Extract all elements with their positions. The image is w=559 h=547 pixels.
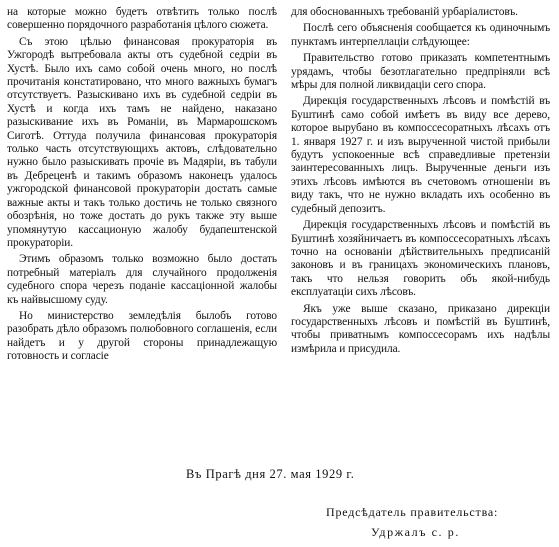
paragraph: на которые можно будетъ отвѣтить только послѣ совершенно порядочного разработанія цѣлого сюжета.	[7, 6, 277, 32]
date-line: Въ Прагѣ дня 27. мая 1929 г.	[186, 467, 355, 481]
paragraph: для обоснованныхъ требованій урбаріалистовъ.	[291, 6, 518, 18]
paragraph: Послѣ сего объясненія сообщается къ одиночнымъ пунктамъ интерпеллаціи слѣдующее:	[291, 22, 550, 48]
paragraph: Дирекція государственныхъ лѣсовъ и помѣстій въ Буштинѣ само собой имѣетъ въ виду все дерево, которое вырубано въ компоссесоратныхъ лѣсахъ отъ 1. января 1927 г. и изъ вырученной чистой прибыли будутъ успокоенные всѣ справедливые претензіи заинтересованныхъ лицъ. Вырученные деньги изъ этихъ лѣсовъ имѣются въ счетовомъ отношеніи въ виду такъ, что не нужно вкладать ихъ особенно въ судебный депозитъ.	[291, 95, 550, 215]
signature-title: Предсѣдатель правительства:	[326, 505, 499, 519]
paragraph: Правительство готово приказать компетентнымъ урядамъ, чтобы безотлагательно предпріняли всѣ мѣры для полной ликвидаціи сего спора.	[291, 52, 550, 92]
paragraph: Съ этою цѣлью финансовая прокураторія въ Ужгородѣ вытребовала акты отъ судебной седріи въ Хустѣ. Было ихъ само собой очень много, но послѣ прочитанія констатировано, что много важныхъ бумагъ отсутствуетъ. Разыскивано ихъ въ судебной седріи въ Хустѣ и когда ихъ тамъ не найдено, наказано разыскивание ихъ въ Романіи, въ Мармарошскомъ Сиготѣ. Оттуда получила финансовая прокураторія только часть отсутствующихъ актовъ, слѣдовательно нужно было разыскивать прочіе въ Мадяріи, въ табули въ Дебреценѣ и такимъ образомъ наконецъ удалось ужгородской финансовой прокураторіи достать самые важные акты и такъ только достичь не только связного обозрѣнія, но тоже достать до рукъ также эту выше упомянутую кассационую жалобу будапештенской прокураторіи.	[7, 35, 277, 249]
paragraph: Этимъ образомъ только возможно было достать потребный матеріалъ для случайного продолженія судебного спора черезъ поданіе кассаціонной жалобы къ найвысшому суду.	[7, 253, 277, 306]
paragraph: Дирекція государственныхъ лѣсовъ и помѣстій въ Буштинѣ хозяйничаетъ въ компоссесоратныхъ лѣсахъ точно на основаніи дѣйствительныхъ предписаній законовъ и въ границахъ экономическихъ плановъ, такъ что нельзя говорить объ якой-нибудь експлуатаціи сихъ лѣсовъ.	[291, 219, 550, 299]
paragraph: Якъ уже выше сказано, приказано дирекціи государственныхъ лѣсовъ и помѣстій въ Буштинѣ, чтобы приватнымъ компоссесорамъ ихъ надѣлы измѣрила и присудила.	[291, 302, 550, 355]
right-column	[291, 6, 550, 359]
signature-name: Удржалъ с. р.	[371, 525, 460, 539]
paragraph: Но министерство земледѣлія былобъ готово разобрать дѣло образомъ полюбовного соглашенія, если найдетъ и у другой стороны принадлежащую готовность и согласіе	[7, 309, 277, 363]
left-column	[7, 6, 277, 367]
